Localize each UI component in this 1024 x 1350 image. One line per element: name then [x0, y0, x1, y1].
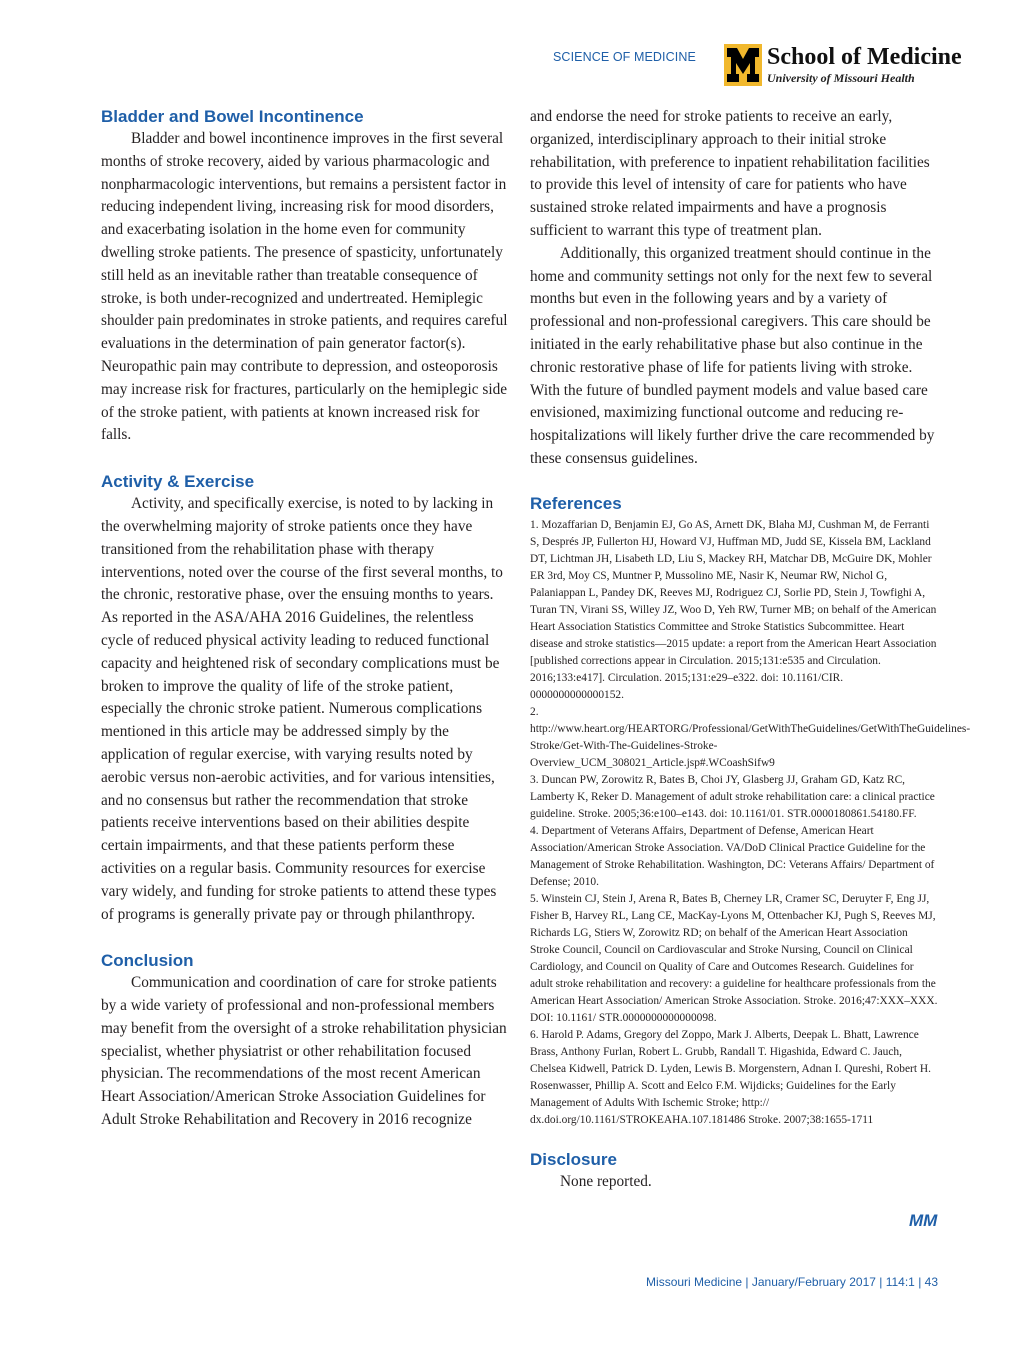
- section-label: SCIENCE OF MEDICINE: [553, 50, 696, 64]
- reference-item: 5. Winstein CJ, Stein J, Arena R, Bates B, Cherney LR, Cramer SC, Deruyter F, Eng JJ, Fisher B, Harvey RL, Lang CE, MacKay-Lyons M, Ottenbacher KJ, Pugh S, Reeves MJ, Richards LG, Stiers W, Zorowitz RD; on behalf of the American Heart Association Stroke Council, Council on Cardiovascular and Stroke Nursing, Council on Clinical Cardiology, and Council on Quality of Care and Outcomes Research. Guidelines for adult stroke rehabilitation and recovery: a guideline for healthcare professionals from the American Heart Association/ American Stroke Association. Stroke. 2016;47:XXX–XXX. DOI: 10.1161/ STR.0000000000000098.: [530, 892, 938, 1024]
- logo-subtitle: University of Missouri Health: [767, 71, 915, 85]
- references-list: [530, 517, 971, 1129]
- paragraph-conclusion-continued: and endorse the need for stroke patients to receive an early, organized, interdisciplinary approach to their initial stroke rehabilitation, with preference to inpatient rehabilitation facilities to provide this level of intensity of care for patients who have sustained stroke related impairments and have a prognosis sufficient to warrant this type of treatment plan.: [530, 108, 930, 239]
- heading-disclosure: Disclosure: [530, 1149, 617, 1169]
- heading-references: References: [530, 493, 622, 513]
- paragraph-bladder: Bladder and bowel incontinence improves in the first several months of stroke recovery, aided by various pharmacologic and nonpharmacologic interventions, but remains a persistent factor in reducing independent living, increasing risk for mood disorders, and exacerbating isolation in the home even for community dwelling stroke patients. The presence of spasticity, unfortunately still held as an inevitable rather than treatable consequence of stroke, is both under-recognized and undertreated. Hemiplegic shoulder pain predominates in stroke patients, and requires careful evaluations in the determination of pain generator factor(s). Neuropathic pain may contribute to depression, and osteoporosis may increase risk for fractures, particularly on the hemiplegic side of the stroke patient, with patients at known increased risk for falls.: [101, 130, 508, 444]
- university-logo: [724, 44, 964, 88]
- mizzou-tiger-logo-icon: [724, 44, 762, 86]
- heading-activity: Activity & Exercise: [101, 472, 255, 492]
- logo-title: School of Medicine: [767, 44, 962, 70]
- reference-item: 6. Harold P. Adams, Gregory del Zoppo, Mark J. Alberts, Deepak L. Bhatt, Lawrence Brass, Anthony Furlan, Robert L. Grubb, Randall T. Higashida, Edward C. Jauch, Chelsea Kidwell, Patrick D. Lyden, Lewis B. Morgenstern, Adnan I. Qureshi, Robert H. Rosenwasser, Phillip A. Scott and Eelco F.M. Wijdicks; Guidelines for the Early Management of Adults With Ischemic Stroke; http:// dx.doi.org/10.1161/STROKEAHA.107.181486 Stroke. 2007;38:1655-1711: [530, 1028, 931, 1126]
- reference-item: 4. Department of Veterans Affairs, Department of Defense, American Heart Association/American Stroke Association. VA/DoD Clinical Practice Guideline for the Management of Stroke Rehabilitation. Washington, DC: Veterans Affairs/ Department of Defense; 2010.: [530, 824, 935, 888]
- heading-conclusion: Conclusion: [101, 951, 194, 971]
- page-footer: Missouri Medicine | January/February 2017 | 114:1 | 43: [646, 1275, 938, 1289]
- heading-bladder: Bladder and Bowel Incontinence: [101, 107, 364, 126]
- left-column: [101, 106, 509, 1132]
- reference-item: 2. http://www.heart.org/HEARTORG/Professional/GetWithTheGuidelines/GetWithTheGuidelines-Stroke/Get-With-The-Guidelines-Stroke-Overview_UCM_308021_Article.jsp#.WCoashSifw9: [530, 705, 971, 769]
- paragraph-disclosure: None reported.: [560, 1172, 652, 1190]
- paragraph-conclusion: Communication and coordination of care for stroke patients by a wide variety of professional and non-professional members may benefit from the oversight of a stroke rehabilitation physician specialist, whether physiatrist or other rehabilitation focused physician. The recommendations of the most recent American Heart Association/American Stroke Association Guidelines for Adult Stroke Rehabilitation and Recovery in 2016 recognize: [101, 974, 507, 1129]
- right-column: [530, 106, 971, 1193]
- reference-item: 3. Duncan PW, Zorowitz R, Bates B, Choi JY, Glasberg JJ, Graham GD, Katz RC, Lamberty K, Reker D. Management of adult stroke rehabilitation care: a clinical practice guideline. Stroke. 2005;36:e100–e143. doi: 10.1161/01. STR.0000180861.54180.FF.: [530, 773, 935, 820]
- reference-item: 1. Mozaffarian D, Benjamin EJ, Go AS, Arnett DK, Blaha MJ, Cushman M, de Ferranti S, Després JP, Fullerton HJ, Howard VJ, Huffman MD, Judd SE, Kissela BM, Lackland DT, Lichtman JH, Lisabeth LD, Liu S, Mackey RH, Matchar DB, McGuire DK, Mohler ER 3rd, Moy CS, Muntner P, Mussolino ME, Nasir K, Neumar RW, Nichol G, Palaniappan L, Pandey DK, Reeves MJ, Rodriguez CJ, Sorlie PD, Stein J, Towfighi A, Turan TN, Virani SS, Willey JZ, Woo D, Yeh RW, Turner MB; on behalf of the American Heart Association Statistics Committee and Stroke Statistics Subcommittee. Heart disease and stroke statistics—2015 update: a report from the American Heart Association [published corrections appear in Circulation. 2015;131:e535 and Circulation. 2016;133:e417]. Circulation. 2015;131:e29–e322. doi: 10.1161/CIR. 0000000000000152.: [530, 518, 937, 701]
- end-mark: MM: [909, 1211, 938, 1230]
- paragraph-activity: Activity, and specifically exercise, is noted to by lacking in the overwhelming majority of stroke patients once they have transitioned from the rehabilitation phase with therapy interventions, noted over the course of the first several months, to the chronic, restorative phase, over the ensuing months to years. As reported in the ASA/AHA 2016 Guidelines, the relentless cycle of reduced physical activity leading to reduced functional capacity and heightened risk of secondary complications must be broken to improve the quality of life of the stroke patient, especially the chronic stroke patient. Numerous complications mentioned in this article may be addressed simply by the application of regular exercise, with varying results noted by aerobic versus non-aerobic activities, and for various intensities, and no consensus but rather the recommendation that stroke patients receive interventions based on their abilities despite certain impairments, and that these patients perform these activities on a regular basis. Community resources for exercise vary widely, and funding for stroke patients to attend these types of programs is generally private pay or through philanthropy.: [101, 495, 503, 923]
- paragraph-conclusion-2: Additionally, this organized treatment should continue in the home and community settings not only for the next few to several months but even in the following years and by a variety of professional and non-professional caregivers. This care should be initiated in the early rehabilitative phase but also continue in the chronic restorative phase of life for patients living with stroke. With the future of bundled payment models and value based care envisioned, maximizing functional outcome and reducing re-hospitalizations will likely further drive the care recommended by these consensus guidelines.: [530, 244, 935, 467]
